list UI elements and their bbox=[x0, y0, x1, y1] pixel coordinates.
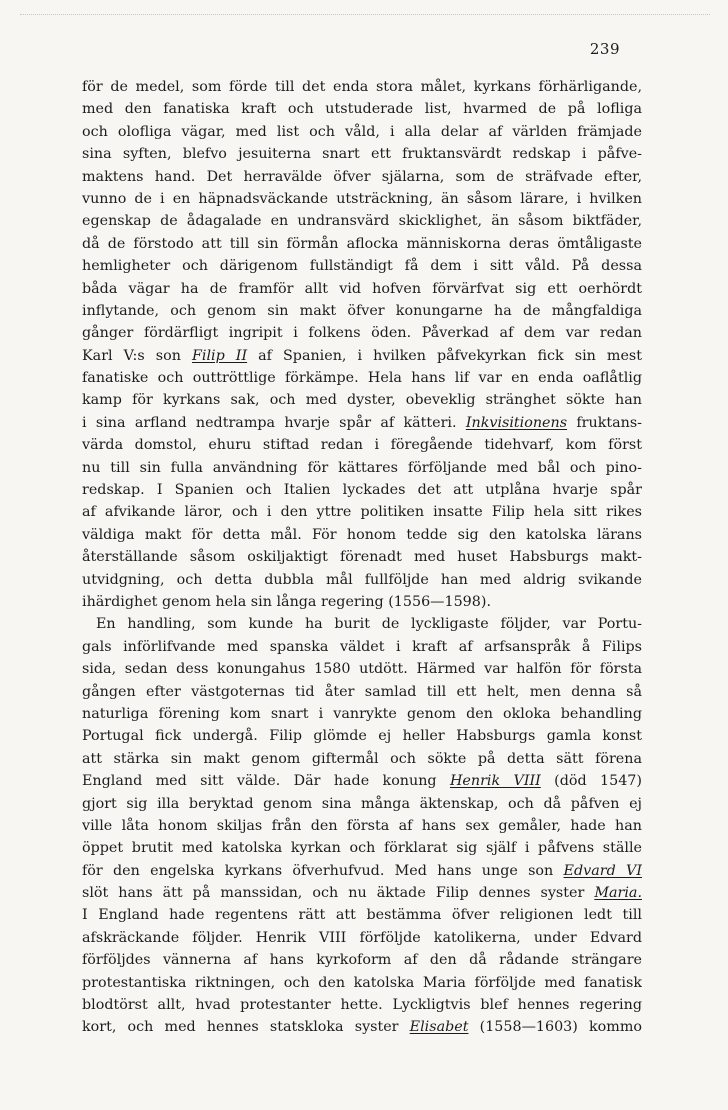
line-text: ihärdighet genom hela sin långa regering (1556—1598). bbox=[82, 593, 491, 610]
text-line bbox=[82, 501, 642, 523]
line-text: (1558—1603) kommo bbox=[468, 1019, 642, 1036]
line-text: vunno de i en häpnadsväckande utsträckning, än såsom lärare, i hvilken bbox=[82, 190, 642, 207]
text-line bbox=[82, 904, 642, 926]
text-line bbox=[82, 188, 642, 210]
text-line bbox=[82, 412, 642, 434]
text-line bbox=[82, 972, 642, 994]
scan-edge-line bbox=[20, 14, 710, 15]
text-line bbox=[82, 479, 642, 501]
text-line bbox=[82, 524, 642, 546]
paragraph bbox=[82, 613, 642, 1038]
emphasized-name: Henrik VIII bbox=[449, 773, 541, 790]
text-line bbox=[82, 98, 642, 120]
text-line bbox=[82, 546, 642, 568]
emphasized-name: Elisabet bbox=[409, 1019, 469, 1036]
emphasized-name: Edvard VI bbox=[563, 862, 642, 879]
line-text: fanatiske och outtröttlige förkämpe. Hela hans lif var en enda oaflåtlig bbox=[82, 370, 642, 387]
text-line bbox=[82, 927, 642, 949]
line-text: i sina arfland nedtrampa hvarje spår af kätteri. bbox=[82, 414, 466, 431]
line-text: kort, och med hennes statskloka syster bbox=[82, 1019, 410, 1036]
text-line bbox=[82, 1016, 642, 1038]
line-text: för den engelska kyrkans öfverhufvud. Med hans unge son bbox=[82, 862, 564, 879]
emphasized-name: Inkvisitionens bbox=[465, 414, 568, 431]
emphasized-name: Maria. bbox=[594, 885, 642, 902]
line-text: inflytande, och genom sin makt öfver konungarne ha de mångfaldiga bbox=[82, 302, 642, 319]
paragraph bbox=[82, 76, 642, 613]
line-text: afskräckande följder. Henrik VIII förföljde katolikerna, under Edvard bbox=[82, 929, 642, 946]
text-line bbox=[82, 345, 642, 367]
text-line bbox=[82, 815, 642, 837]
line-text: med den fanatiska kraft och utstuderade list, hvarmed de på lofliga bbox=[82, 101, 642, 118]
line-text: återställande såsom oskiljaktigt förenadt med huset Habsburgs makt- bbox=[82, 549, 642, 566]
line-text: En handling, som kunde ha burit de lyckligaste följder, var Portu- bbox=[96, 616, 642, 633]
line-text: egenskap de ådagalade en undransvärd skicklighet, än såsom biktfäder, bbox=[82, 213, 642, 230]
line-text: att stärka sin makt genom giftermål och sökte på detta sätt förena bbox=[82, 750, 642, 767]
line-text: värda domstol, ehuru stiftad redan i föregående tidehvarf, kom först bbox=[82, 437, 642, 454]
text-line bbox=[82, 233, 642, 255]
line-text: nu till sin fulla användning för kättares förföljande med bål och pino- bbox=[82, 459, 642, 476]
line-text: af afvikande läror, och i den yttre politiken insatte Filip hela sitt rikes bbox=[82, 504, 642, 521]
text-line bbox=[82, 278, 642, 300]
line-text: I England hade regentens rätt att bestämma öfver religionen ledt till bbox=[82, 907, 642, 924]
text-line bbox=[82, 882, 642, 904]
line-text: Karl V:s son bbox=[82, 347, 192, 364]
line-text: fruktans- bbox=[567, 414, 642, 431]
text-line bbox=[82, 322, 642, 344]
text-line bbox=[82, 994, 642, 1016]
line-text: sina syften, blefvo jesuiterna snart ett fruktansvärdt redskap i påfve- bbox=[82, 146, 642, 163]
line-text: väldiga makt för detta mål. För honom tedde sig den katolska lärans bbox=[82, 526, 642, 543]
line-text: maktens hand. Det herravälde öfver själarna, som de sträfvade efter, bbox=[82, 168, 642, 185]
line-text: utvidgning, och detta dubbla mål fullföljde han med aldrig svikande bbox=[82, 571, 642, 588]
text-line bbox=[82, 860, 642, 882]
text-line bbox=[82, 591, 642, 613]
text-line bbox=[82, 681, 642, 703]
line-text: ville låta honom skiljas från den första af hans sex gemåler, hade han bbox=[82, 817, 642, 834]
line-text: naturliga förening kom snart i vanrykte genom den okloka behandling bbox=[82, 705, 642, 722]
text-line bbox=[82, 770, 642, 792]
line-text: gånger fördärfligt ingripit i folkens öden. Påverkad af dem var redan bbox=[82, 325, 642, 342]
line-text: båda vägar ha de framför allt vid hofven förvärfvat sig ett oerhördt bbox=[82, 280, 642, 297]
line-text: slöt hans ätt på manssidan, och nu äktade Filip dennes syster bbox=[82, 885, 595, 902]
text-line bbox=[82, 255, 642, 277]
line-text: öppet brutit med katolska kyrkan och förklarat sig själf i påfvens ställe bbox=[82, 840, 642, 857]
text-line bbox=[82, 300, 642, 322]
line-text: blodtörst allt, hvad protestanter hette. Lyckligtvis blef hennes regering bbox=[82, 997, 642, 1014]
text-line bbox=[82, 613, 642, 635]
text-line bbox=[82, 793, 642, 815]
text-line bbox=[82, 434, 642, 456]
line-text: protestantiska riktningen, och den katolska Maria förföljde med fanatisk bbox=[82, 974, 642, 991]
text-line bbox=[82, 457, 642, 479]
text-line bbox=[82, 76, 642, 98]
line-text: redskap. I Spanien och Italien lyckades det att utplåna hvarje spår bbox=[82, 482, 642, 499]
text-line bbox=[82, 658, 642, 680]
line-text: af Spanien, i hvilken påfvekyrkan fick sin mest bbox=[247, 347, 642, 364]
line-text: för de medel, som förde till det enda stora målet, kyrkans förhärligande, bbox=[82, 79, 642, 95]
line-text: (död 1547) bbox=[540, 773, 642, 790]
line-text: gjort sig illa beryktad genom sina många äktenskap, och då påfven ej bbox=[82, 795, 642, 812]
text-line bbox=[82, 166, 642, 188]
text-line bbox=[82, 367, 642, 389]
line-text: gals införlifvande med spanska väldet i kraft af arfsanspråk å Filips bbox=[82, 638, 642, 655]
text-line bbox=[82, 389, 642, 411]
text-line bbox=[82, 121, 642, 143]
text-line bbox=[82, 569, 642, 591]
text-line bbox=[82, 636, 642, 658]
line-text: gången efter västgoternas tid åter samlad till ett helt, men denna så bbox=[82, 683, 642, 700]
text-line bbox=[82, 210, 642, 232]
text-line bbox=[82, 703, 642, 725]
page-number: 239 bbox=[589, 40, 620, 58]
line-text: hemligheter och därigenom fullständigt få dem i sitt våld. På dessa bbox=[82, 258, 642, 275]
text-line bbox=[82, 143, 642, 165]
emphasized-name: Filip II bbox=[191, 347, 248, 364]
text-line bbox=[82, 725, 642, 747]
line-text: sida, sedan dess konungahus 1580 utdött. Härmed var halfön för första bbox=[82, 661, 642, 678]
line-text: England med sitt välde. Där hade konung bbox=[82, 773, 450, 790]
line-text: kamp för kyrkans sak, och med dyster, obeveklig stränghet sökte han bbox=[82, 392, 642, 409]
line-text: förföljdes vännerna af hans kyrkoform af den då rådande strängare bbox=[82, 952, 642, 969]
line-text: och olofliga vägar, med list och våld, i alla delar af världen främjade bbox=[82, 123, 642, 140]
text-line bbox=[82, 748, 642, 770]
page-body bbox=[82, 76, 642, 1039]
text-line bbox=[82, 837, 642, 859]
text-line bbox=[82, 949, 642, 971]
line-text: Portugal fick undergå. Filip glömde ej heller Habsburgs gamla konst bbox=[82, 728, 642, 745]
line-text: då de förstodo att till sin förmån aflocka människorna deras ömtåligaste bbox=[82, 235, 642, 252]
